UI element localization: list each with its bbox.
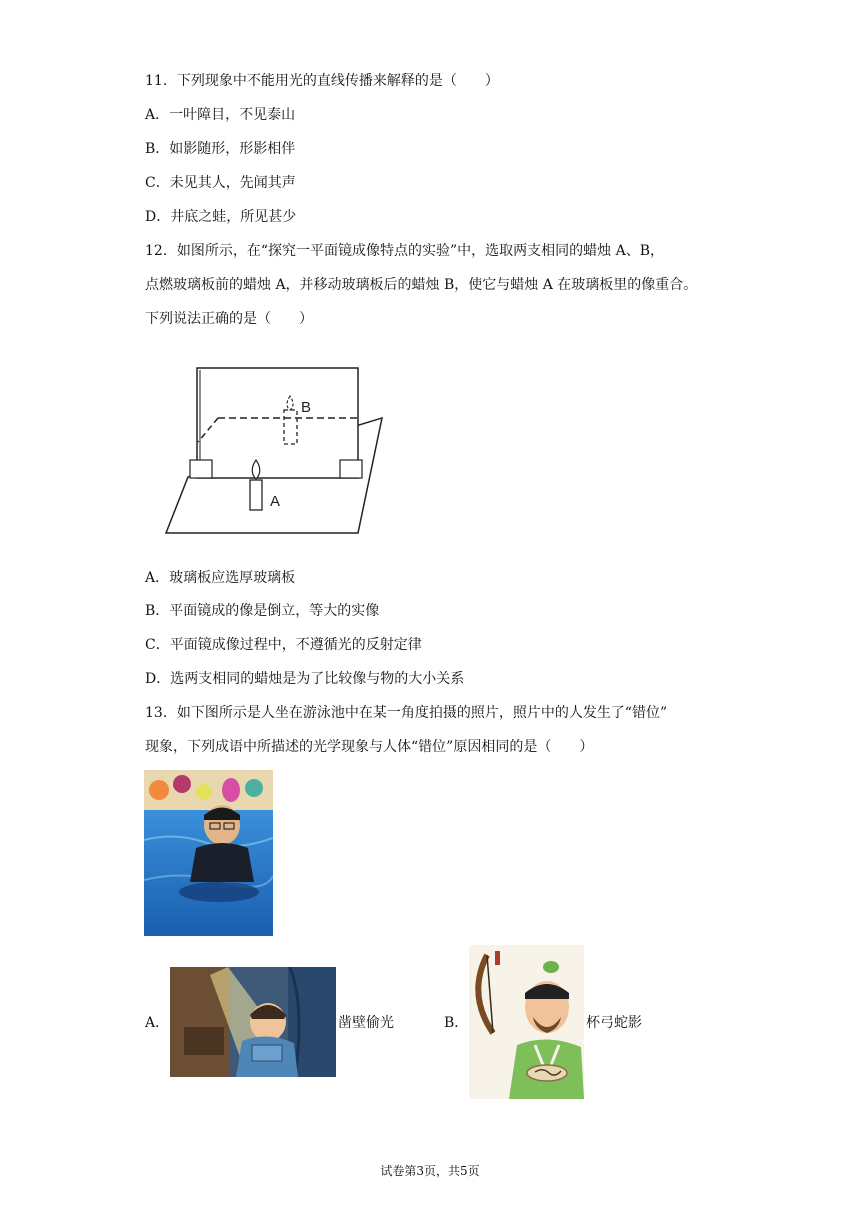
q13-stem-line-2: 现象，下列成语中所描述的光学现象与人体“错位”原因相同的是（ ） xyxy=(145,739,594,755)
candle-b-label: B xyxy=(301,399,312,416)
q11-option-a: A．一叶障目，不见泰山 xyxy=(145,107,296,123)
q12-option-a: A．玻璃板应选厚玻璃板 xyxy=(145,570,296,586)
q13-option-a-text: 凿壁偷光 xyxy=(338,1015,394,1031)
q11-option-c: C．未见其人，先闻其声 xyxy=(145,175,296,191)
q13-stem-line-1: 13．如下图所示是人坐在游泳池中在某一角度拍摄的照片，照片中的人发生了“错位” xyxy=(145,705,668,721)
swimming-pool-photo xyxy=(144,770,273,936)
q12-option-c: C．平面镜成像过程中，不遵循光的反射定律 xyxy=(145,637,422,653)
plane-mirror-experiment-figure xyxy=(160,360,395,540)
q11-option-d: D．井底之蛙，所见甚少 xyxy=(145,209,297,225)
q13-option-b-text: 杯弓蛇影 xyxy=(586,1015,642,1031)
q11-option-b: B．如影随形，形影相伴 xyxy=(145,141,296,157)
q13-option-a-letter: A． xyxy=(145,1015,170,1031)
q12-stem-line-2: 点燃玻璃板前的蜡烛 A，并移动玻璃板后的蜡烛 B，使它与蜡烛 A 在玻璃板里的像重合。 xyxy=(145,277,698,293)
chisel-wall-steal-light-illustration xyxy=(170,967,336,1077)
q11-stem: 11．下列现象中不能用光的直线传播来解释的是（ ） xyxy=(145,73,499,89)
candle-a-label: A xyxy=(270,493,281,510)
cup-bow-snake-shadow-illustration xyxy=(469,945,584,1099)
page-footer: 试卷第3页，共5页 xyxy=(380,1164,480,1178)
q12-stem-line-1: 12．如图所示，在“探究一平面镜成像特点的实验”中，选取两支相同的蜡烛 A、B， xyxy=(145,243,664,259)
q12-option-d: D．选两支相同的蜡烛是为了比较像与物的大小关系 xyxy=(145,671,465,687)
q12-stem-line-3: 下列说法正确的是（ ） xyxy=(145,311,313,327)
q12-option-b: B．平面镜成的像是倒立，等大的实像 xyxy=(145,603,380,619)
q13-option-b-letter: B． xyxy=(444,1015,469,1031)
